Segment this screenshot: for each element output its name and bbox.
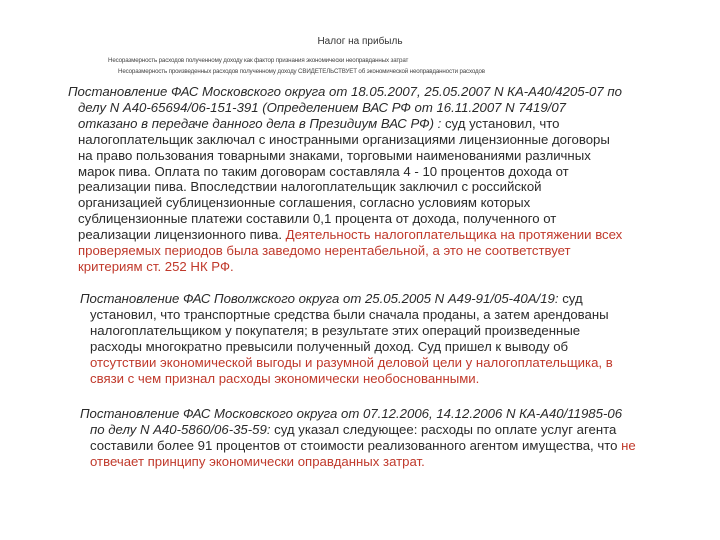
body-text: суд установил, что xyxy=(441,115,560,131)
body-text: суд указал следующее: расходы по оплате услуг агента xyxy=(270,421,617,437)
citation-text: делу N А40-65694/06-151-391 (Определением ВАС РФ от 16.11.2007 N 7419/07 xyxy=(78,99,567,115)
page-title: Налог на прибыль xyxy=(317,36,403,47)
paragraph-line xyxy=(68,179,696,195)
paragraph-line xyxy=(80,406,690,422)
paragraph-line xyxy=(80,422,690,438)
body-text: сублицензионные платежи составили 0,1 процента от дохода, полученного от xyxy=(78,211,557,227)
body-text: организацией сублицензионные соглашения, согласно условиям которых xyxy=(78,195,531,211)
paragraph-1 xyxy=(68,84,696,275)
paragraph-2 xyxy=(80,291,690,386)
highlight-text: не xyxy=(621,437,636,453)
highlight-text: связи с чем признал расходы экономически необоснованными. xyxy=(90,370,480,386)
paragraph-line xyxy=(68,259,696,275)
body-text: марок пива. Оплата по таким договорам составляла 4 - 10 процентов дохода от xyxy=(78,163,569,179)
paragraph-line xyxy=(68,243,696,259)
paragraph-line xyxy=(80,339,690,355)
citation-text: Постановление ФАС Московского округа от 07.12.2006, 14.12.2006 N КА-А40/11985-06 xyxy=(80,406,623,421)
body-text: реализации лицензионного пива. xyxy=(78,227,286,243)
highlight-text: проверяемых периодов была заведомо нерентабельной, а это не соответствует xyxy=(78,243,571,259)
paragraph-line xyxy=(68,84,696,100)
paragraph-line xyxy=(68,148,696,164)
body-text: суд xyxy=(558,291,583,306)
citation-text: Постановление ФАС Поволжского округа от 25.05.2005 N А49-91/05-40А/19: xyxy=(80,291,559,306)
highlight-text: отвечает принципу экономически оправданных затрат. xyxy=(90,453,425,469)
body-text: составили более 91 процентов от стоимости реализованного агентом имущества, что xyxy=(90,437,622,453)
citation-text: Постановление ФАС Московского округа от 18.05.2007, 25.05.2007 N КА-А40/4205-07 по xyxy=(68,84,622,99)
paragraph-line xyxy=(80,323,690,339)
paragraph-line xyxy=(68,211,696,227)
body-text: установил, что транспортные средства были сначала проданы, а затем арендованы xyxy=(90,306,609,322)
paragraph-line xyxy=(80,454,690,470)
paragraph-line xyxy=(80,307,690,323)
highlight-text: Деятельность налогоплательщика на протяжении всех xyxy=(285,227,623,243)
paragraph-line xyxy=(80,291,690,307)
body-text: налогоплательщиком у покупателя; в результате этих операций произведенные xyxy=(90,322,581,338)
body-text: реализации пива. Впоследствии налогоплательщик заключил с российской xyxy=(78,179,542,195)
highlight-text: критериям ст. 252 НК РФ. xyxy=(78,258,234,274)
citation-text: по делу N А40-5860/06-35-59: xyxy=(90,421,271,437)
body-text: налогоплательщик заключал с иностранными организациями лицензионные договоры xyxy=(78,131,610,147)
body-text: расходы многократно превысили полученный доход. Суд пришел к выводу об xyxy=(90,338,569,354)
subtitle-line-1: Несоразмерность расходов полученному доходу как фактор признания экономически неоправданных затрат xyxy=(108,57,409,64)
paragraph-line xyxy=(68,132,696,148)
paragraph-line xyxy=(68,100,696,116)
paragraph-line xyxy=(68,164,696,180)
citation-text: отказано в передаче данного дела в Президиум ВАС РФ) : xyxy=(78,115,442,131)
paragraph-line xyxy=(80,438,690,454)
paragraph-line xyxy=(68,227,696,243)
highlight-text: отсутствии экономической выгоды и разумной деловой цели у налогоплательщика, в xyxy=(90,354,613,370)
paragraph-line xyxy=(68,116,696,132)
paragraph-line xyxy=(80,355,690,371)
body-text: на право пользования товарными знаками, торговыми наименованиями различных xyxy=(78,147,591,163)
paragraph-3 xyxy=(80,406,690,470)
paragraph-line xyxy=(68,195,696,211)
paragraph-line xyxy=(80,371,690,387)
subtitle-line-2: Несоразмерность произведенных расходов полученному доходу СВИДЕТЕЛЬСТВУЕТ об экономической неоправданности расходов xyxy=(118,68,485,75)
